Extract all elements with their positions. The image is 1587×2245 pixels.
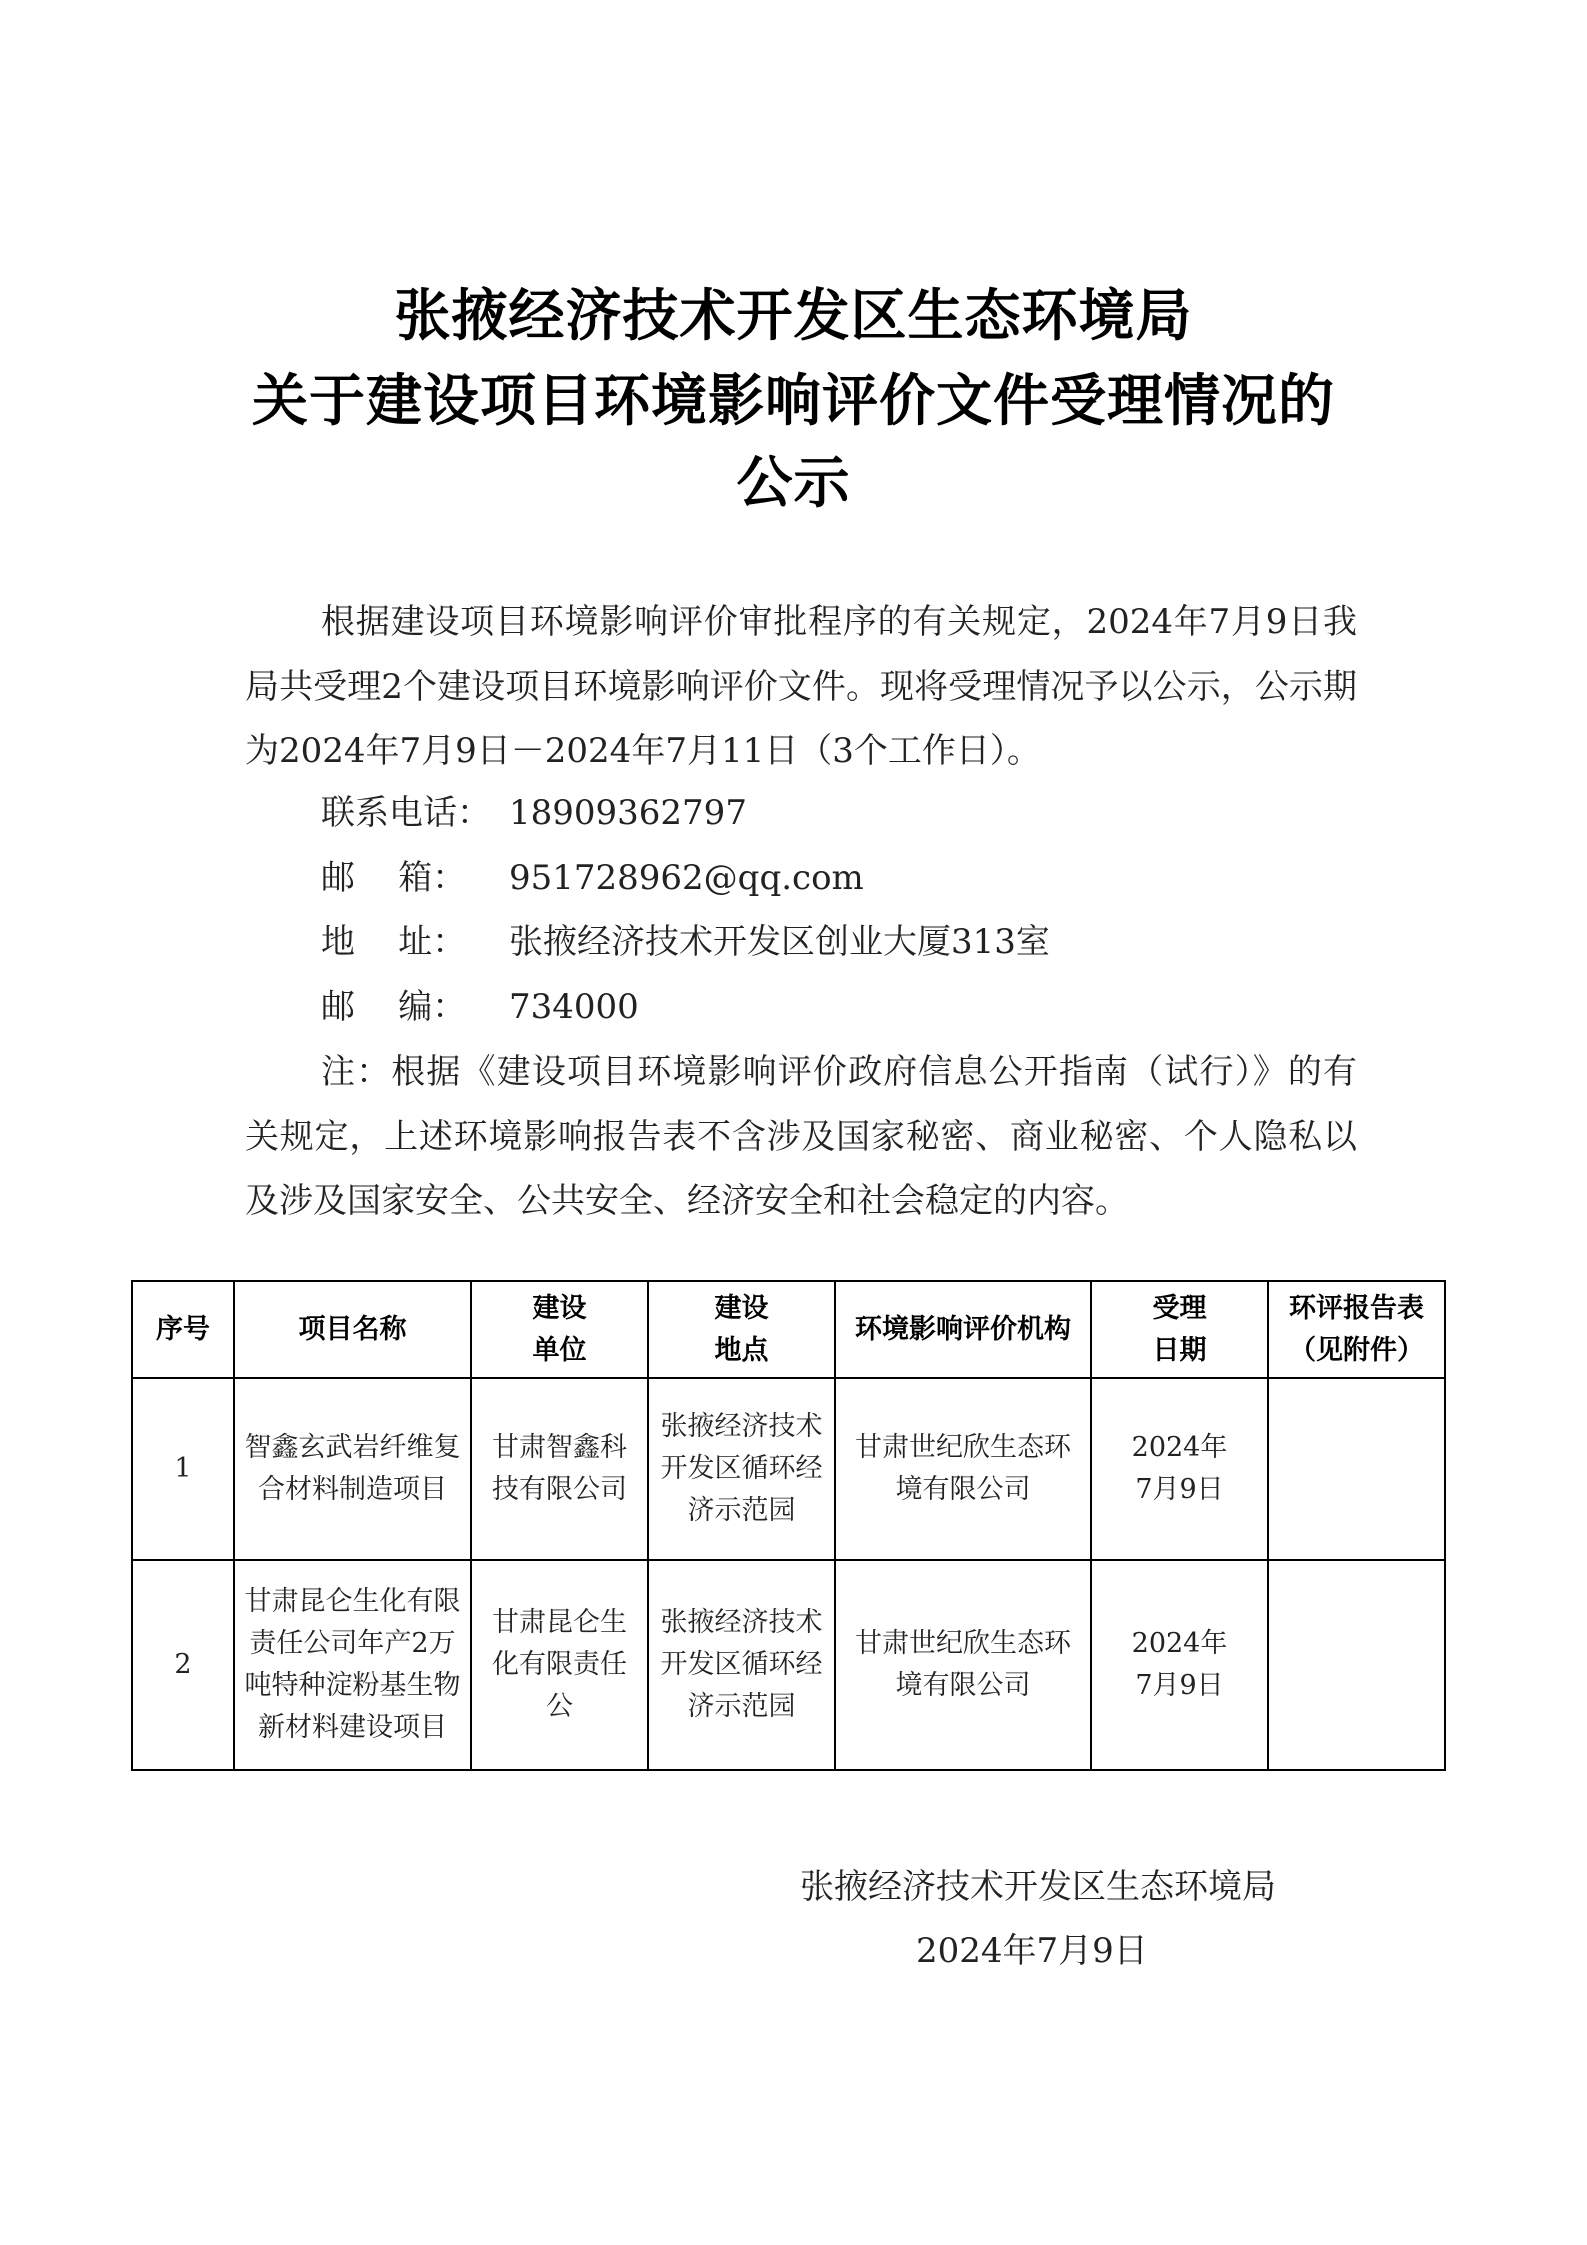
- projects-table: [131, 1280, 1446, 1771]
- postcode-label: 邮 编：: [321, 987, 467, 1027]
- signature-org: 张掖经济技术开发区生态环境局: [800, 1867, 1276, 1907]
- cell-site: 张掖经济技术开发区循环经济示范园: [648, 1560, 835, 1770]
- email-label: 邮 箱：: [321, 858, 467, 898]
- table-header-row: [132, 1281, 1445, 1378]
- cell-agency: 甘肃世纪欣生态环境有限公司: [835, 1378, 1091, 1560]
- address-label: 地 址：: [321, 922, 467, 962]
- title-line-3: 公示: [736, 451, 851, 516]
- postcode-value: 734000: [509, 987, 639, 1027]
- header-unit: 建设 单位: [471, 1281, 648, 1378]
- header-report: 环评报告表 （见附件）: [1268, 1281, 1445, 1378]
- cell-date: 2024年 7月9日: [1091, 1378, 1268, 1560]
- cell-agency: 甘肃世纪欣生态环境有限公司: [835, 1560, 1091, 1770]
- intro-block: [245, 590, 1357, 784]
- intro-paragraph: 根据建设项目环境影响评价审批程序的有关规定，2024年7月9日我局共受理2个建设项目环境影响评价文件。现将受理情况予以公示，公示期为2024年7月9日－2024年7月11日（3个工作日）。: [245, 602, 1357, 771]
- address-value: 张掖经济技术开发区创业大厦313室: [509, 922, 1050, 962]
- cell-date: 2024年 7月9日: [1091, 1560, 1268, 1770]
- cell-report-attachment[interactable]: [1268, 1560, 1445, 1770]
- projects-table-wrap: [131, 1280, 1446, 1771]
- header-agency: 环境影响评价机构: [835, 1281, 1091, 1378]
- email-value: 951728962@qq.com: [509, 858, 864, 898]
- cell-unit: 甘肃昆仑生化有限责任公: [471, 1560, 648, 1770]
- cell-no: 2: [132, 1560, 234, 1770]
- cell-name: 智鑫玄武岩纤维复合材料制造项目: [234, 1378, 471, 1560]
- contact-email-row: [321, 858, 864, 898]
- cell-unit: 甘肃智鑫科技有限公司: [471, 1378, 648, 1560]
- note-paragraph: 注：根据《建设项目环境影响评价政府信息公开指南（试行）》的有关规定，上述环境影响报告表不含涉及国家秘密、商业秘密、个人隐私以及涉及国家安全、公共安全、经济安全和社会稳定的内容。: [245, 1052, 1357, 1221]
- signature-date: 2024年7月9日: [916, 1931, 1148, 1971]
- header-name: 项目名称: [234, 1281, 471, 1378]
- table-row: [132, 1378, 1445, 1560]
- contact-address-row: [321, 922, 1050, 962]
- title-line-1: 张掖经济技术开发区生态环境局: [394, 284, 1193, 349]
- cell-name: 甘肃昆仑生化有限责任公司年产2万吨特种淀粉基生物新材料建设项目: [234, 1560, 471, 1770]
- header-date: 受理 日期: [1091, 1281, 1268, 1378]
- table-row: [132, 1560, 1445, 1770]
- phone-label: 联系电话：: [321, 793, 491, 833]
- phone-value: 18909362797: [509, 793, 747, 833]
- cell-site: 张掖经济技术开发区循环经济示范园: [648, 1378, 835, 1560]
- contact-postcode-row: [321, 987, 639, 1027]
- title-line-2: 关于建设项目环境影响评价文件受理情况的: [252, 369, 1335, 434]
- cell-report-attachment[interactable]: [1268, 1378, 1445, 1560]
- note-block: [245, 1040, 1357, 1234]
- header-site: 建设 地点: [648, 1281, 835, 1378]
- contact-phone-row: [321, 793, 747, 833]
- cell-no: 1: [132, 1378, 234, 1560]
- header-no: 序号: [132, 1281, 234, 1378]
